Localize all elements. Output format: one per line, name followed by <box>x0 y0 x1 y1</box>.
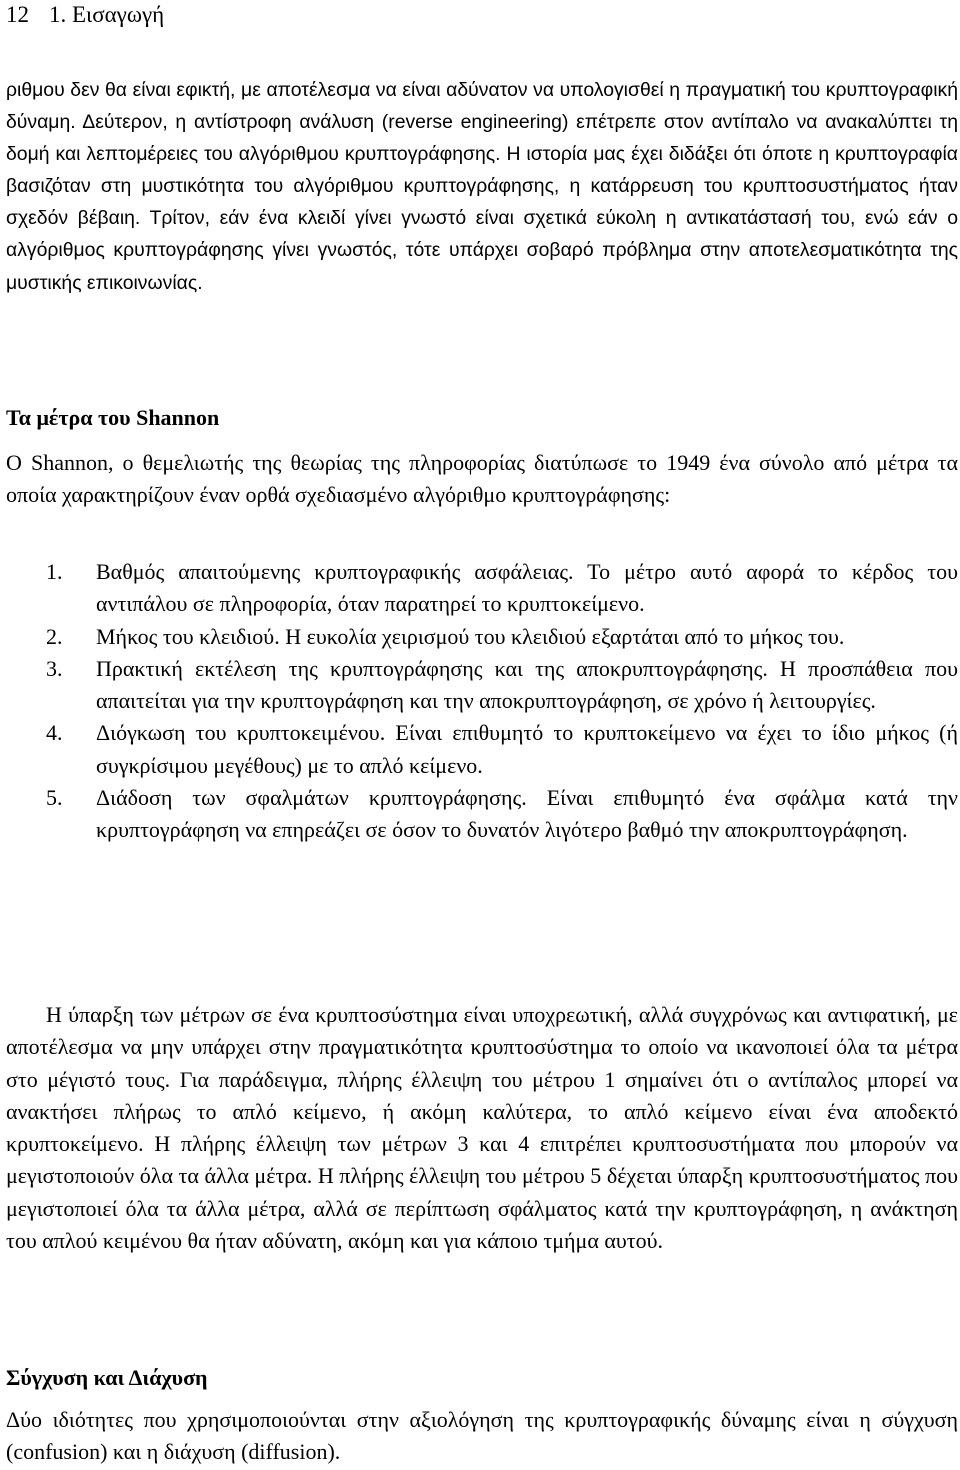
shannon-paragraph: Ο Shannon, ο θεμελιωτής της θεωρίας της πληροφορίας διατύπωσε το 1949 ένα σύνολο από μέτρα τα οποία χαρακτηρίζουν έναν ορθά σχεδιασμένο αλγόριθμο κρυπτογράφησης: <box>6 450 958 508</box>
list-item-number: 1. <box>46 559 63 584</box>
list-item <box>6 717 958 782</box>
list-item-text: Μήκος του κλειδιού. Η ευκολία χειρισμού του κλειδιού εξαρτάται από το μήκος του. <box>96 623 845 649</box>
section-heading-shannon: Τα μέτρα του Shannon <box>6 405 220 430</box>
list-item-number: 4. <box>46 720 63 746</box>
list-item-number: 2. <box>46 623 63 649</box>
list-item-text: Διάδοση των σφαλμάτων κρυπτογράφησης. Είναι επιθυμητό ένα σφάλμα κατά την κρυπτογράφηση να επηρεάζει σε όσον το δυνατόν λιγότερο βαθμό την αποκρυπτογράφηση. <box>96 785 958 843</box>
list-item-number: 5. <box>46 785 63 811</box>
list-item <box>6 621 958 653</box>
list-item <box>6 556 958 621</box>
running-header <box>6 2 164 28</box>
list-item-text: Διόγκωση του κρυπτοκειμένου. Είναι επιθυμητό το κρυπτοκείμενο να έχει το ίδιο μήκος (ή συγκρίσιμου μεγέθους) με το απλό κείμενο. <box>96 720 958 778</box>
intro-paragraph: ριθμου δεν θα είναι εφικτή, με αποτέλεσμα να είναι αδύνατον να υπολογισθεί η πραγματική του κρυπτογραφική δύναμη. Δεύτερον, η αντίστροφη ανάλυση (reverse engineering) επέτρεπε στον αντίπαλο να ανακαλύπτει τη δομή και λεπτομέρειες του αλγόριθμου κρυπτογράφησης. Η ιστορία μας έχει διδάξει ότι όποτε η κρυπτογραφία βασιζόταν στη μυστικότητα του αλγόριθμου κρυπτογράφησης, η κατάρρευση του κρυπτοσυστήματος ήταν σχεδόν βέβαιη. Τρίτον, εάν ένα κλειδί γίνει γνωστό είναι σχετικά εύκολη η αντικατάστασή του, ενώ εάν ο αλγόριθμος κρυπτογράφησης γίνει γνωστός, τότε υπάρχει σοβαρό πρόβλημα στην αποτελεσματικότητα της μυστικής επικοινωνίας. <box>6 79 958 294</box>
list-item-text: Πρακτική εκτέλεση της κρυπτογράφησης και της αποκρυπτογράφησης. Η προσπάθεια που απαιτείται για την κρυπτογράφηση και την αποκρυπτογράφηση, σε χρόνο ή λειτουργίες. <box>96 655 958 714</box>
chapter-title: 1. Εισαγωγή <box>49 2 165 27</box>
list-item-text: Βαθμός απαιτούμενης κρυπτογραφικής ασφάλειας. Το μέτρο αυτό αφορά το κέρδος του αντιπάλου σε πληροφορία, όταν παρατηρεί το κρυπτοκείμενο. <box>96 559 958 617</box>
shannon-criteria-list <box>6 556 958 847</box>
section-heading-confusion-diffusion: Σύγχυση και Διάχυση <box>6 1365 208 1390</box>
list-item-number: 3. <box>46 655 63 681</box>
list-item <box>6 653 958 718</box>
list-item <box>6 782 958 847</box>
page-number: 12 <box>6 2 29 27</box>
confusion-diffusion-paragraph: Δύο ιδιότητες που χρησιμοποιούνται στην αξιολόγηση της κρυπτογραφικής δύναμης είναι η σύγχυση (confusion) και η διάχυση (diffusion). <box>6 1407 958 1465</box>
shannon-closing-paragraph: Η ύπαρξη των μέτρων σε ένα κρυπτοσύστημα είναι υποχρεωτική, αλλά συγχρόνως και αντιφατική, με αποτέλεσμα να μην υπάρχει στην πραγματικότητα κρυπτοσύστημα το οποίο να ικανοποιεί όλα τα μέτρα στο μέγιστό τους. Για παράδειγμα, πλήρης έλλειψη του μέτρου 1 σημαίνει ότι ο αντίπαλος μπορεί να ανακτήσει πλήρως το απλό κείμενο, ή ακόμη καλύτερα, το απλό κείμενο είναι ένα αποδεκτό κρυπτοκείμενο. Η πλήρης έλλειψη των μέτρων 3 και 4 επιτρέπει κρυπτοσυστήματα που μπορούν να μεγιστοποιούν όλα τα άλλα μέτρα. Η πλήρης έλλειψη του μέτρου 5 δέχεται ύπαρξη κρυπτοσυστήματος που μεγιστοποιεί όλα τα άλλα μέτρα, αλλά σε περίπτωση σφάλματος κατά την κρυπτογράφηση, η ανάκτηση του απλού κειμένου θα ήταν αδύνατη, ακόμη και για κάποιο τμήμα αυτού. <box>6 1002 958 1254</box>
